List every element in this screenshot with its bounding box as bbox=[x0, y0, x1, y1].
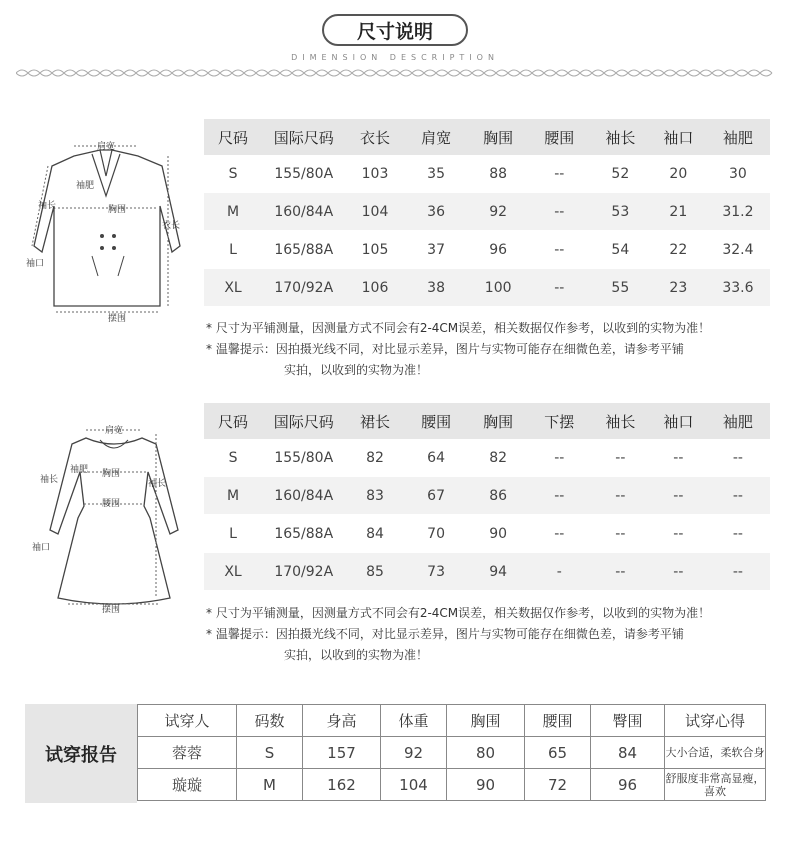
table-cell: -- bbox=[615, 525, 626, 542]
note-color-tip: * 温馨提示：因拍摄光线不同，对比显示差异，图片与实物可能存在细微色差，请参考平铺 bbox=[206, 342, 684, 356]
column-header: 臀围 bbox=[591, 705, 665, 737]
coat-label-hem: 摆围 bbox=[108, 314, 127, 324]
table-cell: 104 bbox=[381, 769, 447, 801]
table-cell: 22 bbox=[669, 241, 688, 258]
column-header: 试穿心得 bbox=[665, 705, 766, 737]
table-cell: 103 bbox=[361, 165, 389, 182]
table-cell: 36 bbox=[405, 193, 468, 230]
dress-label-hem: 摆围 bbox=[102, 605, 121, 615]
table-cell: M bbox=[237, 769, 303, 801]
table-cell: 92 bbox=[381, 737, 447, 769]
table-cell: 38 bbox=[405, 269, 468, 306]
table-cell: L bbox=[229, 241, 237, 258]
table-cell: 104 bbox=[345, 193, 404, 230]
table-cell: 96 bbox=[489, 241, 508, 258]
table-cell: 155/80A bbox=[274, 165, 334, 182]
table-header-row bbox=[204, 119, 770, 155]
table-cell: 170/92A bbox=[262, 269, 345, 306]
table-cell: 72 bbox=[525, 769, 591, 801]
table-cell: S bbox=[228, 449, 238, 466]
table-cell: -- bbox=[554, 525, 565, 542]
table-header-row bbox=[138, 705, 766, 737]
coat-size-table bbox=[204, 119, 770, 306]
table-cell: 30 bbox=[729, 165, 747, 182]
column-header: 试穿人 bbox=[138, 705, 237, 737]
table-cell: 88 bbox=[489, 165, 508, 182]
table-cell: -- bbox=[554, 241, 565, 258]
dress-label-chest: 胸围 bbox=[102, 469, 121, 479]
dress-label-cuff: 袖口 bbox=[32, 543, 51, 553]
table-cell: 155/80A bbox=[274, 449, 334, 466]
column-header: 腰围 bbox=[525, 705, 591, 737]
dress-label-sleeve-length-left: 袖长 bbox=[40, 475, 59, 485]
table-cell: 96 bbox=[591, 769, 665, 801]
table-cell: 165/88A bbox=[274, 525, 334, 542]
column-header: 尺码 bbox=[204, 403, 262, 439]
column-header: 腰围 bbox=[529, 119, 590, 155]
table-cell: S bbox=[237, 737, 303, 769]
dress-label-waist: 腰围 bbox=[102, 499, 121, 509]
table-cell: 90 bbox=[489, 525, 508, 542]
coat-label-cuff: 袖口 bbox=[26, 259, 45, 269]
table-cell: 157 bbox=[303, 737, 381, 769]
column-header: 袖肥 bbox=[706, 119, 770, 155]
table-cell: - bbox=[529, 553, 590, 590]
table-cell: 23 bbox=[651, 269, 706, 306]
table-cell: -- bbox=[732, 449, 743, 466]
dress-diagram bbox=[30, 420, 200, 616]
table-cell: 璇璇 bbox=[138, 769, 237, 801]
column-header: 码数 bbox=[237, 705, 303, 737]
table-cell: -- bbox=[615, 449, 626, 466]
table-cell: 105 bbox=[361, 241, 389, 258]
table-cell: 舒服度非常高显瘦，喜欢 bbox=[665, 769, 766, 801]
column-header: 裙长 bbox=[345, 403, 404, 439]
table-cell: 52 bbox=[611, 165, 630, 182]
column-header: 腰围 bbox=[405, 403, 468, 439]
table-row bbox=[204, 193, 770, 230]
table-cell: M bbox=[204, 193, 262, 230]
table-cell: 82 bbox=[366, 449, 384, 466]
note-color-tip-cont: 实拍，以收到的实物为准！ bbox=[284, 648, 429, 662]
try-on-report-label: 试穿报告 bbox=[25, 704, 137, 803]
column-header: 体重 bbox=[381, 705, 447, 737]
table-row bbox=[204, 231, 770, 268]
column-header: 袖长 bbox=[590, 403, 651, 439]
table-cell: 83 bbox=[345, 477, 404, 514]
table-cell: 80 bbox=[447, 737, 525, 769]
table-cell: -- bbox=[554, 165, 565, 182]
page-title: 尺寸说明 bbox=[322, 14, 468, 46]
table-cell: -- bbox=[651, 477, 706, 514]
table-cell: 94 bbox=[468, 553, 529, 590]
table-cell: 70 bbox=[427, 525, 445, 542]
table-cell: 20 bbox=[669, 165, 688, 182]
table-cell: 84 bbox=[591, 737, 665, 769]
column-header: 衣长 bbox=[345, 119, 404, 155]
coat-notes bbox=[206, 318, 710, 381]
column-header: 袖口 bbox=[651, 119, 706, 155]
note-measurement: * 尺寸为平铺测量，因测量方式不同会有2-4CM误差，相关数据仅作参考，以收到的实物为准！ bbox=[206, 321, 711, 335]
table-row bbox=[204, 515, 770, 552]
table-row bbox=[138, 769, 766, 801]
column-header: 尺码 bbox=[204, 119, 262, 155]
table-cell: 53 bbox=[590, 193, 651, 230]
coat-label-shoulder: 肩宽 bbox=[96, 142, 116, 152]
try-on-report bbox=[25, 704, 765, 803]
page-subtitle: DIMENSION DESCRIPTION bbox=[291, 53, 499, 62]
table-cell: 大小合适，柔软合身 bbox=[665, 737, 766, 769]
table-cell: L bbox=[229, 525, 237, 542]
table-row bbox=[204, 155, 770, 192]
column-header: 肩宽 bbox=[405, 119, 468, 155]
note-color-tip: * 温馨提示：因拍摄光线不同，对比显示差异，图片与实物可能存在细微色差，请参考平铺 bbox=[206, 627, 684, 641]
column-header: 国际尺码 bbox=[262, 403, 345, 439]
table-cell: 35 bbox=[427, 165, 445, 182]
table-cell: 85 bbox=[345, 553, 404, 590]
table-cell: 106 bbox=[345, 269, 404, 306]
column-header: 下摆 bbox=[529, 403, 590, 439]
coat-diagram bbox=[22, 136, 194, 326]
decorative-wave-divider bbox=[16, 66, 774, 80]
table-cell: 92 bbox=[468, 193, 529, 230]
table-cell: 82 bbox=[489, 449, 508, 466]
coat-label-chest: 胸围 bbox=[108, 205, 127, 215]
column-header: 胸围 bbox=[468, 119, 529, 155]
table-cell: -- bbox=[651, 553, 706, 590]
table-row bbox=[138, 737, 766, 769]
coat-label-sleeve-length: 袖长 bbox=[38, 201, 57, 211]
table-row bbox=[204, 439, 770, 476]
table-row bbox=[204, 477, 770, 514]
table-cell: -- bbox=[673, 449, 684, 466]
table-cell: 90 bbox=[447, 769, 525, 801]
table-row bbox=[204, 553, 770, 590]
coat-label-length: 衣长 bbox=[162, 221, 181, 231]
table-cell: 21 bbox=[651, 193, 706, 230]
table-cell: 55 bbox=[590, 269, 651, 306]
table-cell: 32.4 bbox=[722, 241, 754, 258]
try-on-table bbox=[137, 704, 766, 801]
table-cell: 162 bbox=[303, 769, 381, 801]
column-header: 胸围 bbox=[447, 705, 525, 737]
table-cell: 蓉蓉 bbox=[138, 737, 237, 769]
dress-label-sleeve-width: 袖肥 bbox=[70, 465, 89, 475]
table-cell: 100 bbox=[468, 269, 529, 306]
dress-label-shoulder: 肩宽 bbox=[104, 426, 124, 436]
column-header: 国际尺码 bbox=[262, 119, 345, 155]
table-cell: -- bbox=[706, 553, 770, 590]
table-cell: 67 bbox=[405, 477, 468, 514]
column-header: 袖长 bbox=[590, 119, 651, 155]
table-cell: -- bbox=[529, 477, 590, 514]
note-measurement: * 尺寸为平铺测量，因测量方式不同会有2-4CM误差，相关数据仅作参考，以收到的实物为准！ bbox=[206, 606, 711, 620]
column-header: 袖肥 bbox=[706, 403, 770, 439]
column-header: 胸围 bbox=[468, 403, 529, 439]
dress-size-table bbox=[204, 403, 770, 590]
note-color-tip-cont: 实拍，以收到的实物为准！ bbox=[284, 363, 429, 377]
table-cell: 54 bbox=[611, 241, 630, 258]
table-cell: 33.6 bbox=[706, 269, 770, 306]
table-cell: XL bbox=[204, 553, 262, 590]
table-cell: 86 bbox=[468, 477, 529, 514]
dress-label-sleeve-length-right: 袖长 bbox=[148, 479, 167, 489]
coat-label-sleeve-width: 袖肥 bbox=[76, 181, 95, 191]
table-cell: 31.2 bbox=[706, 193, 770, 230]
table-header-row bbox=[204, 403, 770, 439]
table-cell: 37 bbox=[427, 241, 445, 258]
table-cell: -- bbox=[529, 193, 590, 230]
table-cell: XL bbox=[204, 269, 262, 306]
table-cell: 84 bbox=[366, 525, 384, 542]
table-cell: -- bbox=[732, 525, 743, 542]
table-cell: S bbox=[228, 165, 238, 182]
table-row bbox=[204, 269, 770, 306]
column-header: 袖口 bbox=[651, 403, 706, 439]
table-cell: 160/84A bbox=[262, 477, 345, 514]
table-cell: -- bbox=[590, 553, 651, 590]
table-cell: 65 bbox=[525, 737, 591, 769]
table-cell: 64 bbox=[427, 449, 445, 466]
table-cell: 165/88A bbox=[274, 241, 334, 258]
table-cell: 73 bbox=[405, 553, 468, 590]
table-cell: -- bbox=[529, 269, 590, 306]
table-cell: M bbox=[204, 477, 262, 514]
dress-notes bbox=[206, 603, 710, 666]
table-cell: 170/92A bbox=[262, 553, 345, 590]
table-cell: 160/84A bbox=[262, 193, 345, 230]
column-header: 身高 bbox=[303, 705, 381, 737]
table-cell: -- bbox=[673, 525, 684, 542]
table-cell: -- bbox=[554, 449, 565, 466]
table-cell: -- bbox=[590, 477, 651, 514]
table-cell: -- bbox=[706, 477, 770, 514]
